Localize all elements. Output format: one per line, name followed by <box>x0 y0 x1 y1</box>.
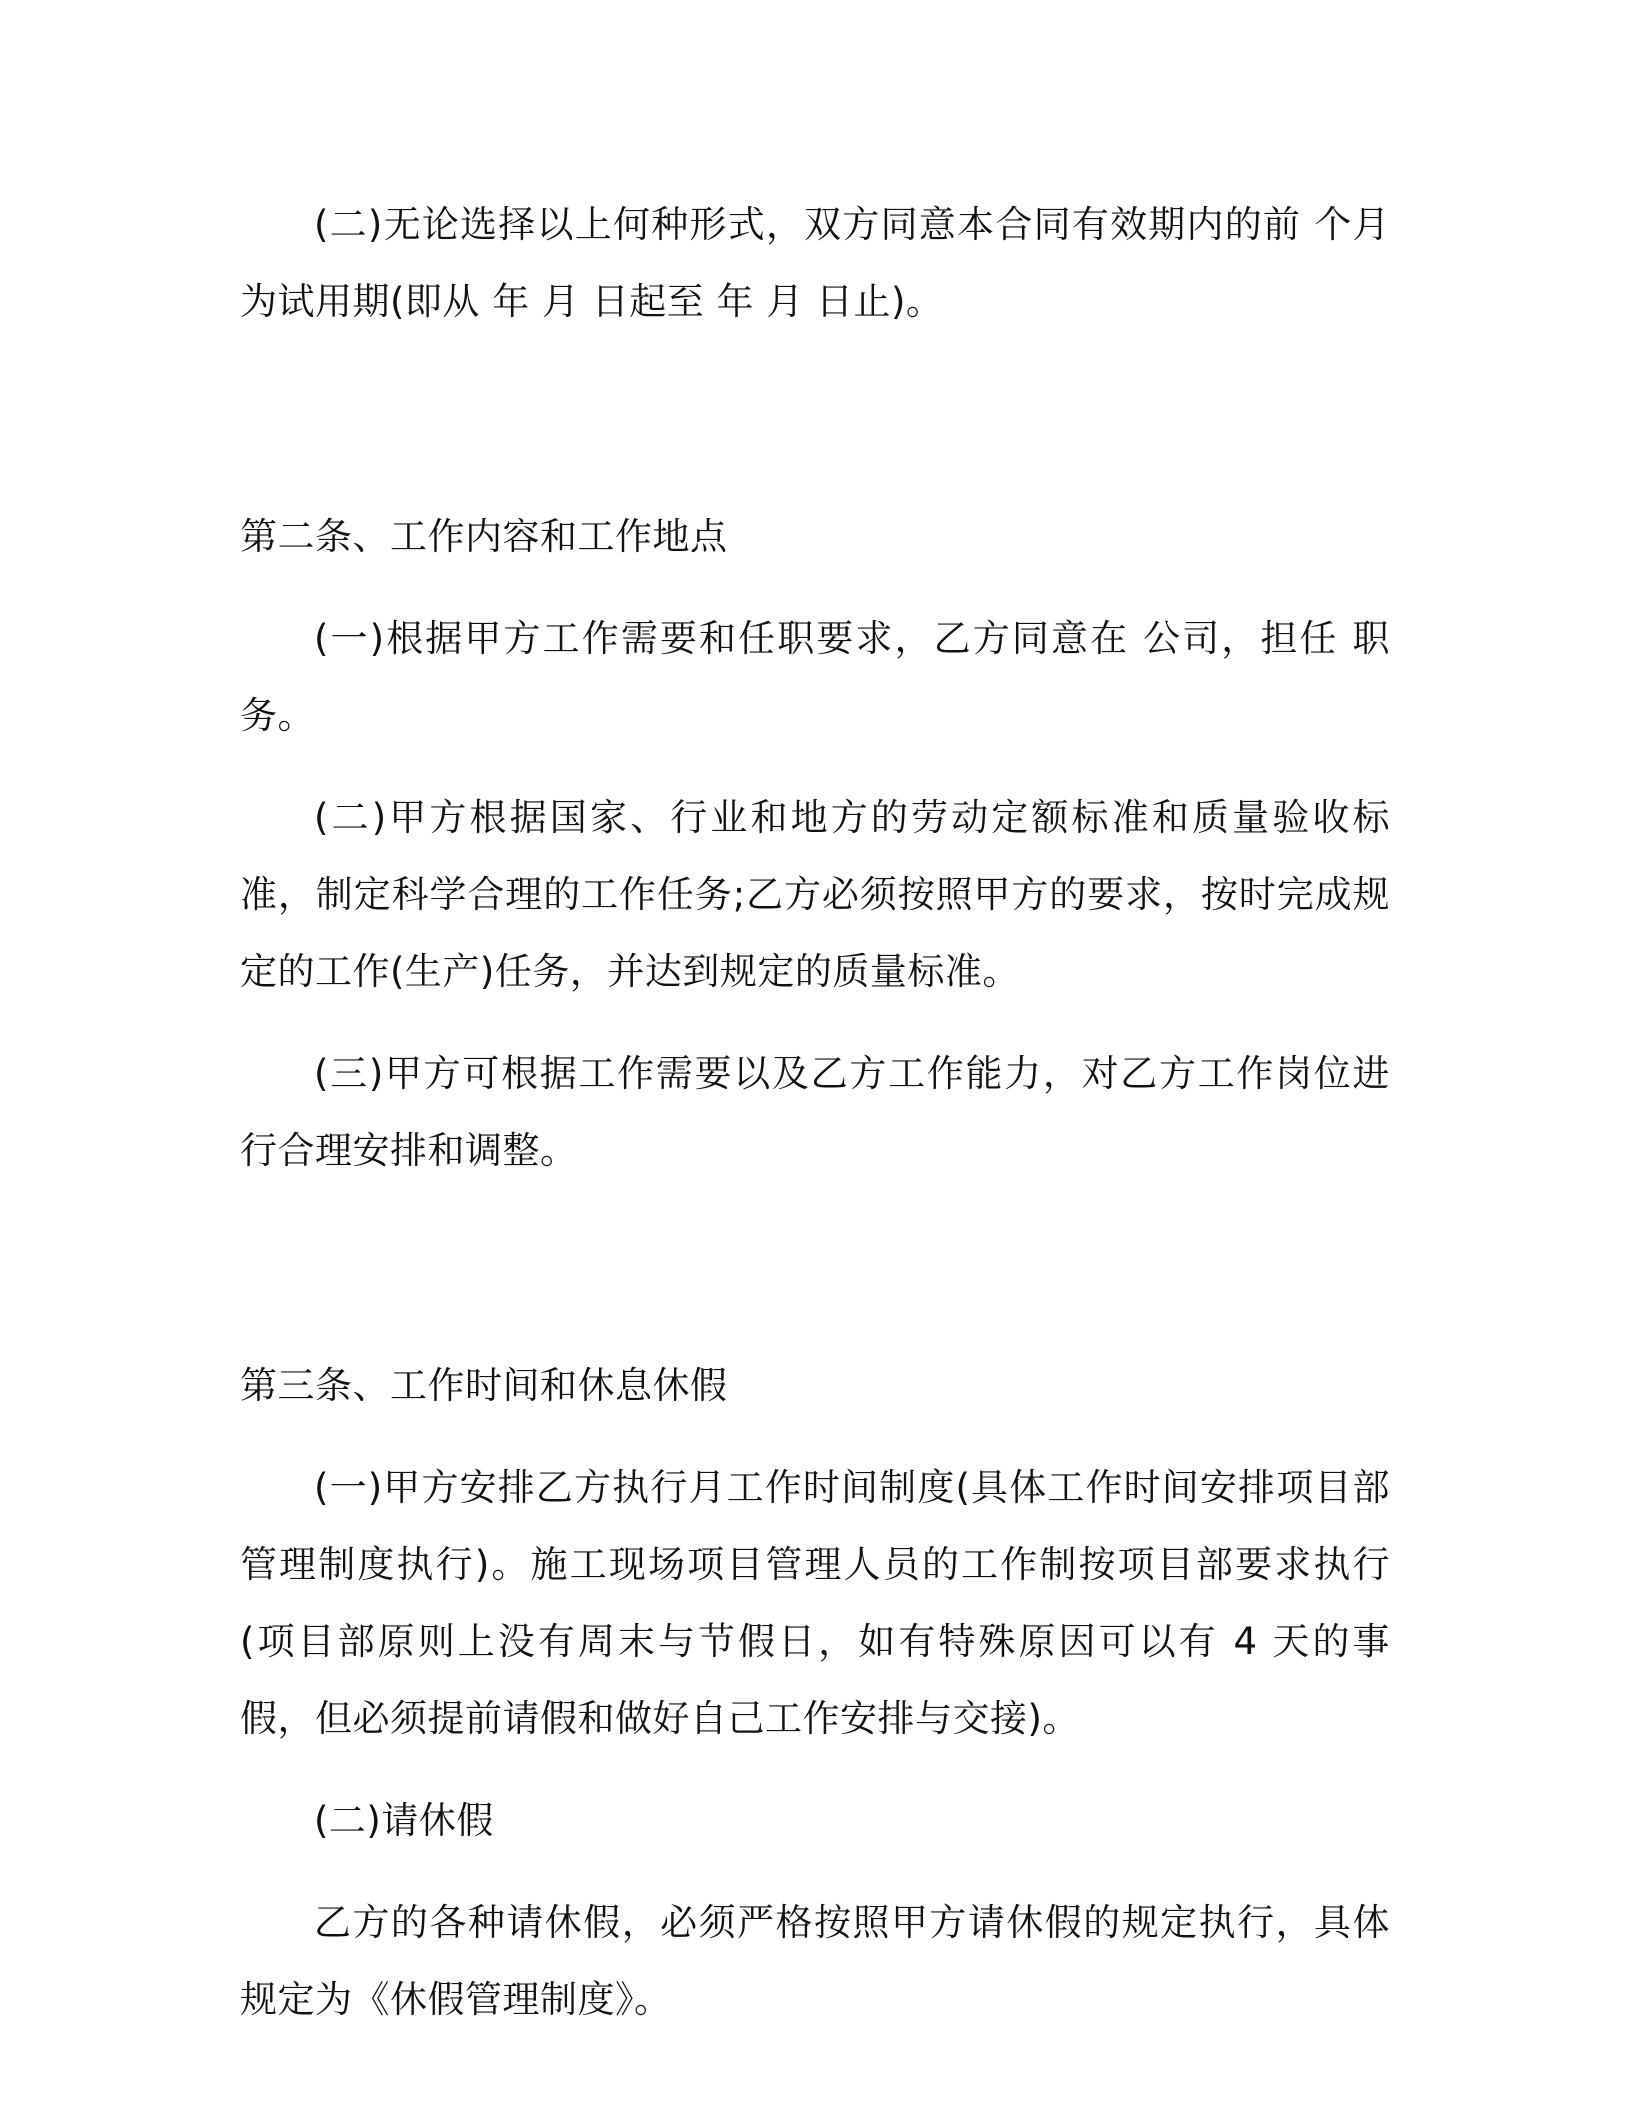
document-body <box>240 186 1390 2038</box>
paragraph-work-tasks: (二)甲方根据国家、行业和地方的劳动定额标准和质量验收标准，制定科学合理的工作任务;乙方必须按照甲方的要求，按时完成规定的工作(生产)任务，并达到规定的质量标准。 <box>240 796 1390 993</box>
paragraph-leave-rules: 乙方的各种请休假，必须严格按照甲方请休假的规定执行，具体规定为《休假管理制度》。 <box>240 1901 1390 2021</box>
paragraph-leave-heading: (二)请休假 <box>314 1799 494 1842</box>
paragraph-probation-period: (二)无论选择以上何种形式，双方同意本合同有效期内的前 个月为试用期(即从 年 月 日起至 年 月 日止)。 <box>240 203 1390 323</box>
paragraph-position-adjustment: (三)甲方可根据工作需要以及乙方工作能力，对乙方工作岗位进行合理安排和调整。 <box>240 1052 1390 1172</box>
section-heading-article-3: 第三条、工作时间和休息休假 <box>240 1364 728 1407</box>
paragraph-working-hours: (一)甲方安排乙方执行月工作时间制度(具体工作时间安排项目部管理制度执行)。施工现场项目管理人员的工作制按项目部要求执行(项目部原则上没有周末与节假日，如有特殊原因可以有 4 天的事假，但必须提前请假和做好自己工作安排与交接)。 <box>240 1466 1390 1740</box>
section-heading-article-2: 第二条、工作内容和工作地点 <box>240 515 728 558</box>
paragraph-job-position: (一)根据甲方工作需要和任职要求，乙方同意在 公司，担任 职务。 <box>240 617 1390 737</box>
